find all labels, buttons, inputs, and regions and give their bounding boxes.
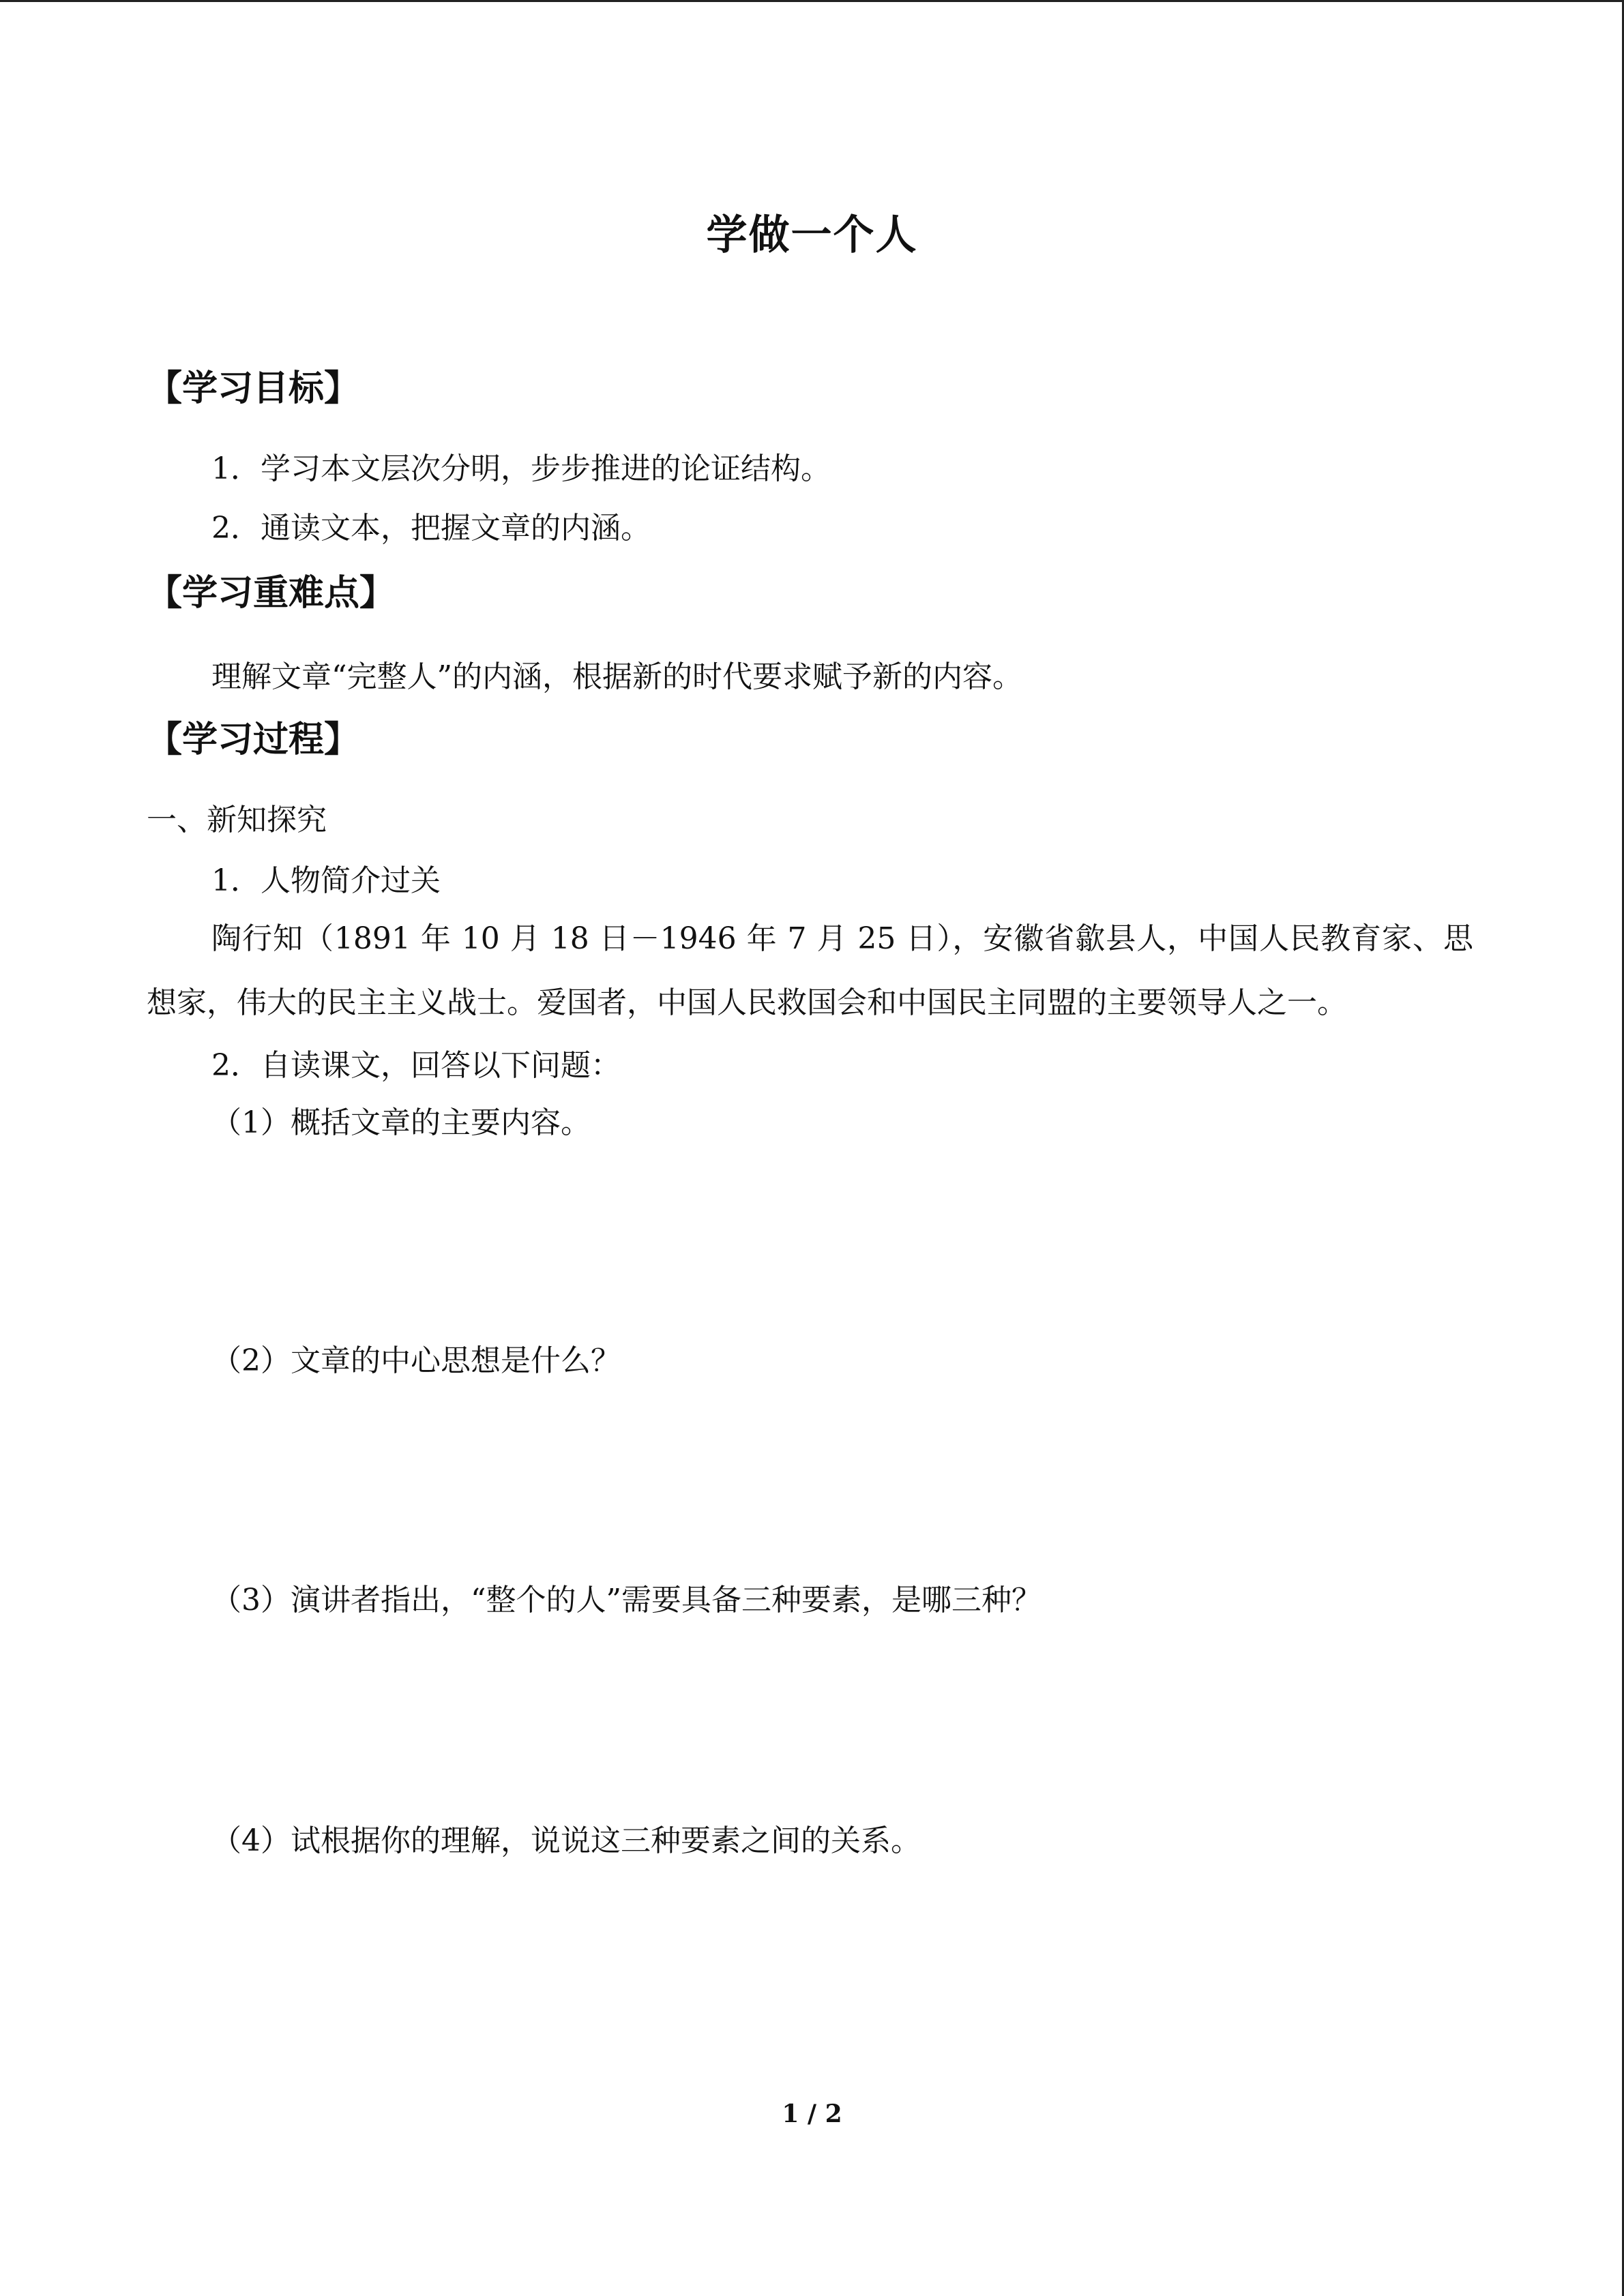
heading-learning-process: 【学习过程】: [147, 719, 360, 760]
objective-item-1: 1．学习本文层次分明，步步推进的论证结构。: [211, 451, 831, 486]
objective-item-2: 2．通读文本，把握文章的内涵。: [211, 511, 651, 546]
page-number: 1 / 2: [782, 2100, 842, 2128]
part-one-heading: 一、新知探究: [147, 803, 327, 837]
question-2: （2）文章的中心思想是什么？: [211, 1343, 621, 1378]
step-one-heading: 1．人物简介过关: [211, 863, 441, 898]
document-title: 学做一个人: [706, 211, 918, 259]
key-points-text: 理解文章“完整人”的内涵，根据新的时代要求赋予新的内容。: [211, 659, 1022, 694]
heading-key-difficult-points: 【学习重难点】: [147, 573, 396, 614]
question-4: （4）试根据你的理解，说说这三种要素之间的关系。: [211, 1823, 921, 1858]
step-two-heading: 2．自读课文，回答以下问题：: [211, 1048, 621, 1083]
heading-learning-objectives: 【学习目标】: [147, 368, 360, 409]
question-3: （3）演讲者指出，“整个的人”需要具备三种要素，是哪三种？: [211, 1583, 1042, 1617]
biography-paragraph: 陶行知（1891 年 10 月 18 日－1946 年 7 月 25 日），安徽省歙县人，中国人民教育家、思想家，伟大的民主主义战士。爱国者，中国人民救国会和中国民主同盟的主要领导人之一。: [147, 921, 1473, 1020]
question-1: （1）概括文章的主要内容。: [211, 1105, 591, 1140]
